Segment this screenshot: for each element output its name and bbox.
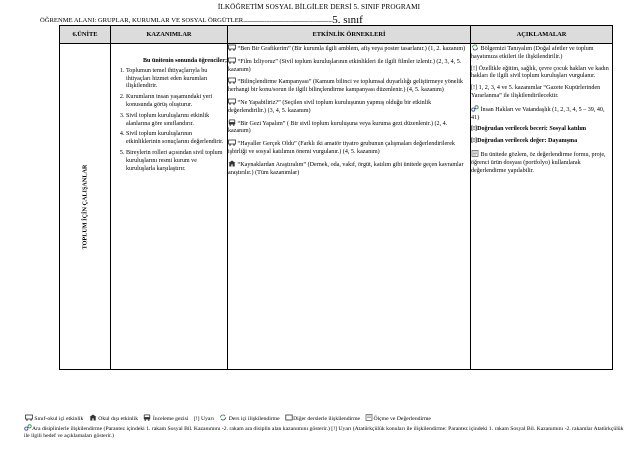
table-header-row <box>60 26 613 44</box>
legend-row <box>25 414 624 424</box>
outcomes-intro: Bu ünitenin sonunda öğrenciler; <box>142 58 227 64</box>
related-icon <box>471 46 479 52</box>
note-bold-text: Doğrudan verilecek değer: Dayanışma <box>477 138 578 145</box>
curriculum-table <box>59 25 613 370</box>
legend-label: Ders içi ilişkilendirme <box>228 416 280 422</box>
note-text: 1, 2, 3, 4 ve 5. kazanımlar “Gazete Kupürlerinden Yararlanma” ile ilişkilendirilecektir. <box>471 85 601 99</box>
note-item <box>471 138 612 146</box>
note-item <box>471 85 612 101</box>
class-activity-icon <box>228 79 236 85</box>
review-trip-icon <box>228 121 236 127</box>
other-course-icon <box>285 416 293 422</box>
legend <box>24 414 624 441</box>
unit-name: TOPLUM İÇİN ÇALIŞANLAR <box>81 164 89 249</box>
legend-item <box>89 416 138 422</box>
activity-item <box>228 57 470 75</box>
activity-item <box>228 160 470 178</box>
discipline-icon <box>471 107 479 113</box>
note-item <box>471 150 612 175</box>
outcomes-cell <box>111 44 228 370</box>
activity-item <box>228 139 470 157</box>
legend-explanation: Ara disiplinlerle ilişkilendirme (Parantez içindeki 1. rakam Sosyal Bil. Kazanımını -2. rakam ara disiplin alan kazanımını gösterir.) [!] Uyarı (Atatürkçülük konuları ile ilişkilendirme: Parantez içindeki 1. rakam Sosyal Bil. Kazanımını -2. rakamlar Atatürkçülük ile ilgili hedef ve açıklamaları gösterir.) <box>24 425 624 440</box>
alert-icon: [!] <box>193 416 200 422</box>
legend-label: İnceleme gezisi <box>152 416 189 422</box>
note-item <box>471 105 612 123</box>
class-activity-icon <box>228 46 236 52</box>
activity-text: “Ben Bir Grafikerim” (Bir kurumla ilgili amblem, afiş veya poster tasarlanır.) (1, 2. kazanım) <box>237 46 466 52</box>
outcome-item: 1. Toplumun temel ihtiyaçlarıyla bu ihtiyaçları hizmet eden kurumları ilişkilendirir. <box>126 68 227 91</box>
activity-text: “Film İzliyoruz” (Sivil toplum kuruluşlarının etkinlikleri ile ilgili filmler izlenir.) (2, 3, 4, 5. kazanım) <box>228 58 462 73</box>
class-activity-icon <box>25 416 33 422</box>
legend-label: Uyarı <box>200 416 214 422</box>
activity-text: “Ne Yapabiliriz?” (Seçilen sivil toplum kuruluşunun yapmış olduğu bir etkinlik değerlendirilir.) (3, 4, 5. kazanım) <box>228 99 432 114</box>
column-header-notes: AÇIKLAMALAR <box>471 26 613 44</box>
legend-item <box>219 416 279 422</box>
note-item <box>471 126 612 134</box>
outcome-list <box>111 68 227 174</box>
activity-item <box>228 77 470 95</box>
legend-item <box>194 416 214 422</box>
activities-cell <box>228 44 471 370</box>
class-activity-icon <box>228 59 236 65</box>
column-header-unit: 6.ÜNİTE <box>60 26 111 44</box>
note-text: Bölgemizi Tanıyalım (Doğal afetler ve toplum hayatımıza etkileri ile ilişkilendirilir.) <box>471 46 594 60</box>
legend-label: Diğer derslerle ilişkilendirme <box>293 416 361 422</box>
outcome-item: 4. Sivil toplum kuruluşlarının etkinliklerinin sonuçlarını değerlendirir. <box>126 131 227 147</box>
activity-text: “Bir Gezi Yapalım” ( Bir sivil toplum kuruluşuna veya kuruma gezi düzenlenir.) (2, 4. kazanım) <box>228 120 448 135</box>
related-icon <box>219 416 227 422</box>
note-text: Bu ünitede gözlem, öz değerlendirme formu, proje, öğrenci ürün dosyası (portfolyo) kullanılarak değerlendirme yapılabilir. <box>471 151 606 174</box>
column-header-activities: ETKİNLİK ÖRNEKLERİ <box>228 26 471 44</box>
legend-item <box>25 416 83 422</box>
page-title: İLKÖĞRETİM SOSYAL BİLGİLER DERSİ 5. SINIF PROGRAMI <box>217 3 421 11</box>
activity-item <box>228 119 470 137</box>
learning-area-label: ÖĞRENME ALANI: GRUPLAR, KURUMLAR VE SOSYAL ÖRGÜTLER <box>40 17 244 24</box>
outcome-item: 5. Bireylerin rolleri açısından sivil toplum kuruluşlarını resmi kurum ve kuruluşlarla karşılaştırır. <box>126 150 227 173</box>
legend-item <box>365 416 430 422</box>
fill-dots: ..................................................................................... <box>243 17 333 24</box>
alert-icon: [!] <box>471 126 478 133</box>
legend-label: Ölçme ve Değerlendirme <box>373 416 431 422</box>
note-text: İnsan Hakları ve Vatandaşlık (1, 2, 3, 4, 5 – 39, 40, 41) <box>471 106 605 121</box>
outcome-item: 2. Kurumların insan yaşamındaki yeri konusunda görüş oluşturur. <box>126 94 227 110</box>
note-bold-text: Doğrudan verilecek beceri: Sosyal katılım <box>477 126 587 133</box>
discipline-icon <box>24 426 32 432</box>
review-trip-icon <box>143 416 151 422</box>
alert-icon: [!] <box>471 85 478 92</box>
activity-text: “Kaynaklardan Araştıralım” (Dernek, oda, vakıf, örgüt, katılım gibi ünitede geçen kavramlar araştırılır.) (Tüm kazanımlar) <box>228 161 464 176</box>
measure-icon <box>471 152 479 158</box>
alert-icon: [!] <box>471 65 478 72</box>
legend-label: Sınıf-okul içi etkinlik <box>34 416 84 422</box>
notes-cell <box>471 44 613 370</box>
legend-label: Okul dışı etkinlik <box>98 416 139 422</box>
unit-cell <box>60 44 111 370</box>
class-activity-icon <box>228 100 236 106</box>
outcome-item: 3. Sivil toplum kuruluşlarını etkinlik alanlarına göre sınıflandırır. <box>126 113 227 129</box>
activity-item <box>228 98 470 116</box>
column-header-outcomes: KAZANIMLAR <box>111 26 228 44</box>
activity-text: “Hayaller Gerçek Oldu” (Farklı iki amatör tiyatro grubunun çalışmaları değerlendirilerek işbirliği ve sosyal katılımın önemi vurgulanır.) (4, 5. kazanım) <box>228 141 455 155</box>
table-row <box>60 44 613 370</box>
grade-label: 5. sınıf <box>332 14 363 26</box>
class-activity-icon <box>228 141 236 147</box>
school-activity-icon <box>228 162 236 168</box>
legend-item <box>285 416 360 422</box>
note-text: Özellikle eğitim, sağlık, çevre çocuk hakları ve kadın hakları ile ilgili sivil toplum kuruluşları vurgulanır. <box>471 65 609 80</box>
legend-item <box>143 416 188 422</box>
alert-icon: [!] <box>471 138 478 145</box>
activity-text: “Bilinçlendirme Kampanyası” (Kamum bilinci ve toplumsal duyarlılığı geliştirmeye yönelik herhangi bir konu/sorun ile ilgili bilinçlendirme kampanyası düzenlenir.) (4, 5. kazanım) <box>228 79 463 94</box>
legend-row <box>24 424 624 441</box>
note-item <box>471 66 612 82</box>
activity-item <box>228 44 470 54</box>
note-item <box>471 44 612 62</box>
school-activity-icon <box>89 416 97 422</box>
